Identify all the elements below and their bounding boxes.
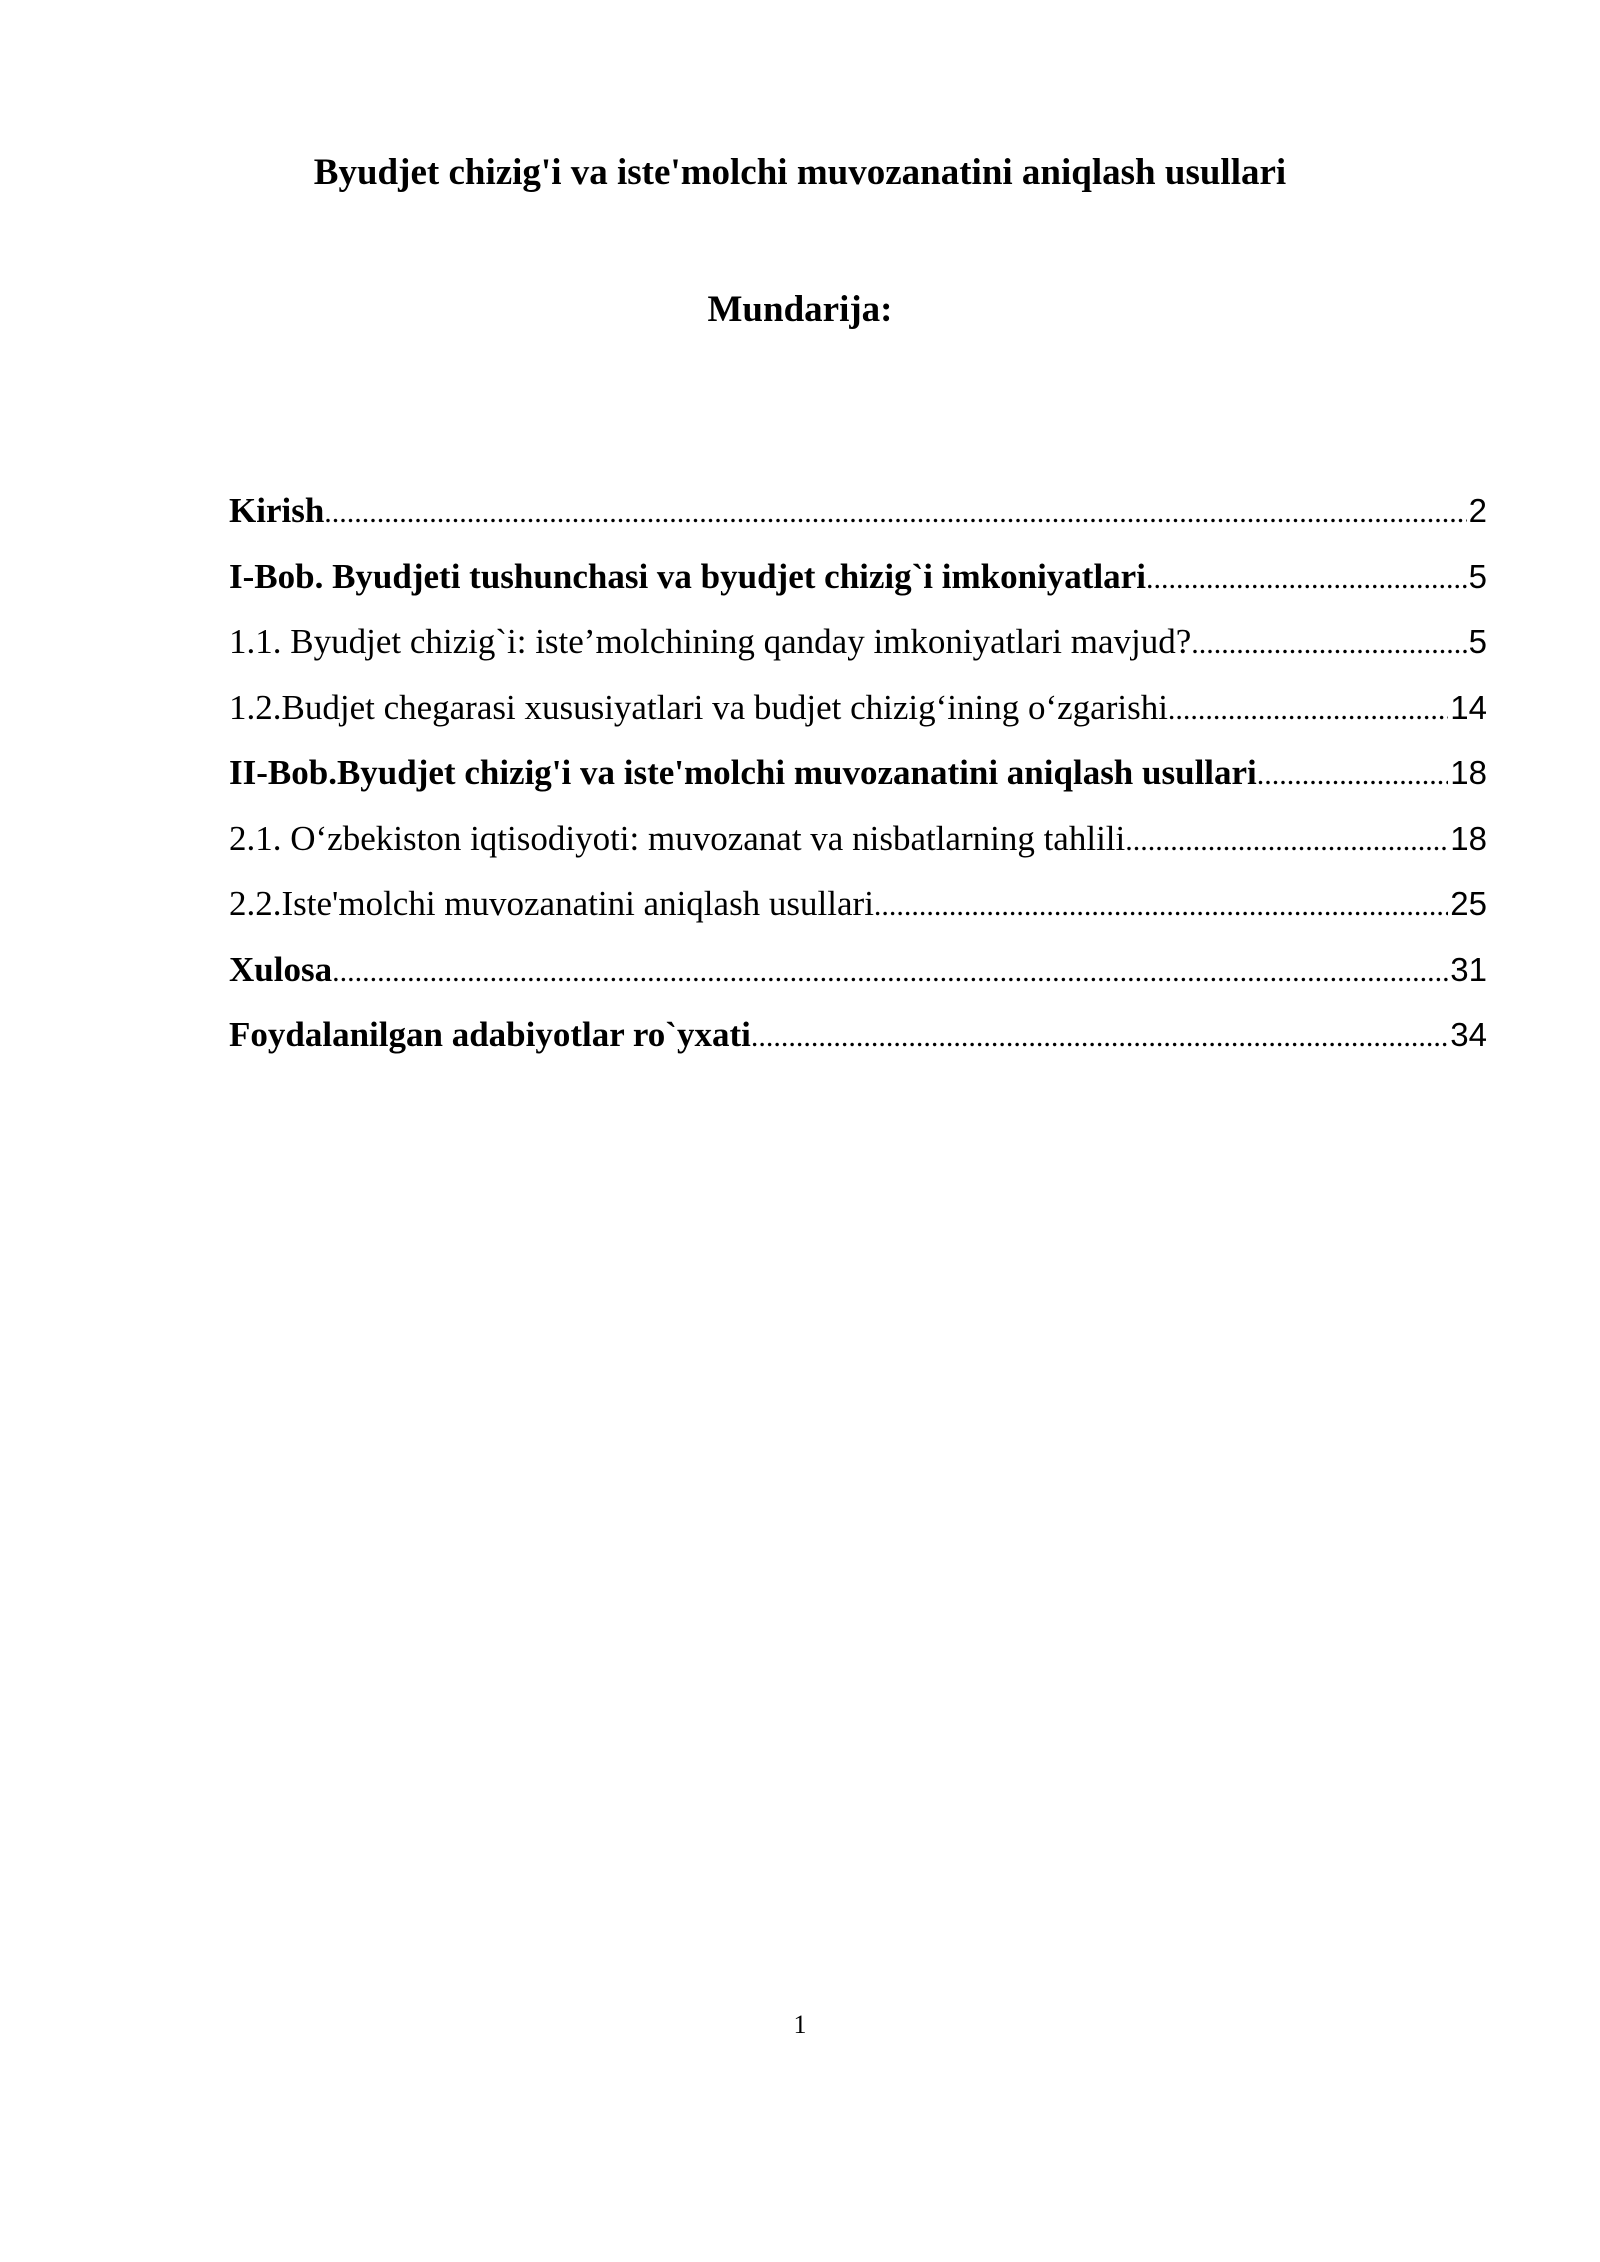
toc-dot-leader — [1257, 750, 1448, 800]
toc-entry-label: I-Bob. Byudjeti tushunchasi va byudjet chizig`i imkoniyatlari — [229, 556, 1146, 596]
toc-entry-page: 25 — [1450, 885, 1487, 922]
toc-dot-leader — [751, 1012, 1448, 1062]
toc-entry-section-1-2 — [229, 683, 1487, 749]
toc-entry-page: 5 — [1468, 557, 1487, 595]
page-number: 1 — [793, 2010, 807, 2039]
toc-entry-page: 5 — [1468, 623, 1487, 660]
toc-entry-references — [229, 1010, 1487, 1076]
toc-entry-label: Xulosa — [229, 949, 333, 989]
toc-entry-page: 18 — [1450, 754, 1487, 791]
toc-dot-leader — [332, 947, 1448, 997]
toc-entry-page: 2 — [1468, 492, 1487, 529]
toc-entry-label: Kirish — [229, 491, 325, 530]
toc-entry-page: 34 — [1450, 1016, 1487, 1053]
toc-entry-label: 1.1. Byudjet chizig`i: iste’molchining qanday imkoniyatlari mavjud? — [229, 622, 1192, 661]
toc-dot-leader — [1191, 619, 1466, 669]
toc-dot-leader — [1146, 554, 1467, 604]
toc-entry-page: 31 — [1450, 950, 1487, 988]
toc-dot-leader — [1168, 685, 1448, 735]
toc-entry-xulosa — [229, 945, 1487, 1011]
toc-dot-leader — [874, 881, 1448, 931]
toc-entry-section-1-1 — [229, 617, 1487, 683]
toc-entry-chapter-2 — [229, 748, 1487, 814]
toc-entry-label: 2.1. O‘zbekiston iqtisodiyoti: muvozanat va nisbatlarning tahlili — [229, 818, 1126, 858]
toc-entry-section-2-2 — [229, 879, 1487, 945]
toc-entry-chapter-1 — [229, 552, 1487, 618]
toc-entry-label: II-Bob.Byudjet chizig'i va iste'molchi muvozanatini aniqlash usullari — [229, 753, 1257, 792]
toc-dot-leader — [324, 488, 1466, 538]
toc-entry-page: 18 — [1450, 819, 1487, 857]
table-of-contents — [229, 486, 1487, 1076]
document-title: Byudjet chizig'i va iste'molchi muvozanatini aniqlash usullari — [313, 152, 1287, 193]
toc-entry-label: Foydalanilgan adabiyotlar ro`yxati — [229, 1015, 751, 1054]
toc-entry-label: 1.2.Budjet chegarasi xususiyatlari va budjet chizig‘ining o‘zgarishi — [229, 687, 1168, 727]
toc-entry-label: 2.2.Iste'molchi muvozanatini aniqlash usullari — [229, 884, 874, 923]
toc-heading: Mundarija: — [707, 289, 893, 330]
toc-entry-section-2-1 — [229, 814, 1487, 880]
toc-entry-kirish — [229, 486, 1487, 552]
toc-entry-page: 14 — [1450, 688, 1487, 726]
toc-dot-leader — [1125, 816, 1448, 866]
